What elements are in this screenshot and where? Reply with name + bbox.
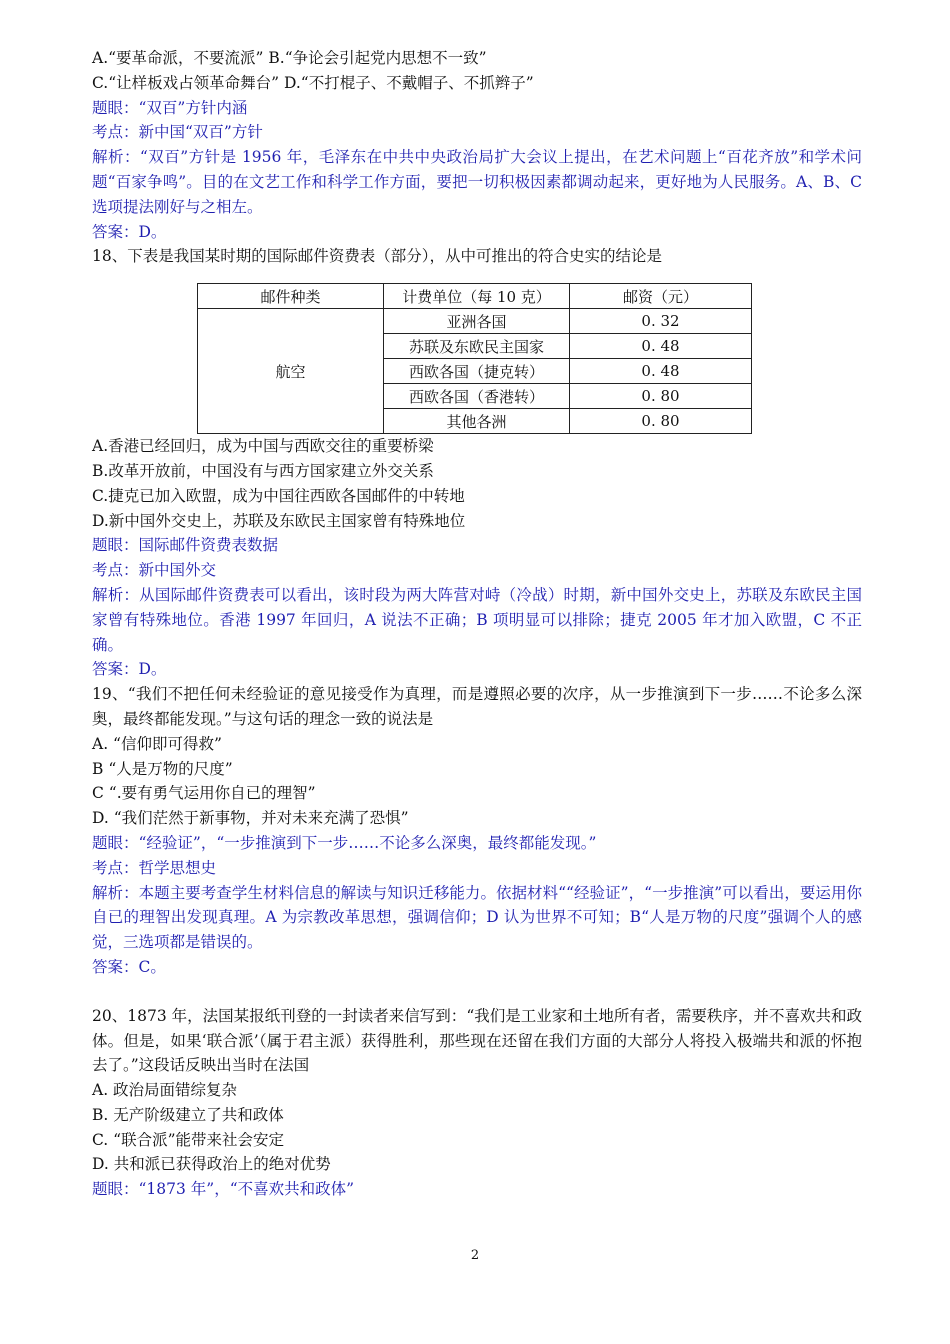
table-fee-cell: 0. 80: [570, 409, 752, 434]
postage-table: [197, 283, 752, 434]
page-number: 2: [470, 1248, 480, 1263]
table-fee-cell: 0. 48: [570, 334, 752, 359]
table-fee-cell: 0. 80: [570, 384, 752, 409]
paragraph-gap: [92, 980, 862, 1004]
q20-option-c: C. “联合派”能带来社会安定: [92, 1130, 285, 1149]
table-category-cell: 航空: [198, 309, 384, 434]
document-page: [92, 46, 862, 1202]
q18-option-c: C.捷克已加入欧盟，成为中国往西欧各国邮件的中转地: [92, 486, 465, 505]
q18-option-b: B.改革开放前，中国没有与西方国家建立外交关系: [92, 461, 434, 480]
table-header-cell: 邮资（元）: [570, 284, 752, 309]
table-unit-cell: 西欧各国（香港转）: [384, 384, 570, 409]
table-unit-cell: 其他各洲: [384, 409, 570, 434]
q20-tiyan: 题眼：“1873 年”，“不喜欢共和政体”: [92, 1180, 355, 1199]
table-unit-cell: 苏联及东欧民主国家: [384, 334, 570, 359]
table-fee-cell: 0. 48: [570, 359, 752, 384]
q18-answer: 答案：D。: [92, 660, 167, 679]
table-header-cell: 邮件种类: [198, 284, 384, 309]
q20-option-b: B. 无产阶级建立了共和政体: [92, 1105, 284, 1124]
q19-answer: 答案：C。: [92, 957, 166, 976]
q19-option-c: C “.要有勇气运用你自已的理智”: [92, 784, 316, 803]
q19-kaodian: 考点：哲学思想史: [92, 858, 217, 877]
q17-options-line2: C.“让样板戏占领革命舞台” D.“不打棍子、不戴帽子、不抓辫子”: [92, 73, 534, 92]
table-header-row: [198, 284, 752, 309]
q19-option-a: A. “信仰即可得救”: [92, 734, 222, 753]
q19-jiexi: 解析：本题主要考查学生材料信息的解读与知识迁移能力。依据材料““经验证”，“一步推演”可以看出，要运用你自已的理智出发现真理。A 为宗教改革思想，强调信仰；D 认为世界不可知；B“人是万物的尺度”强调个人的感觉，三选项都是错误的。: [92, 883, 862, 952]
q20-option-d: D. 共和派已获得政治上的绝对优势: [92, 1155, 331, 1174]
q17-jiexi: 解析：“双百”方针是 1956 年，毛泽东在中共中央政治局扩大会议上提出，在艺术问题上“百花齐放”和学术问题“百家争鸣”。目的在文艺工作和科学工作方面，要把一切积极因素都调动起来，更好地为人民服务。A、B、C 选项提法刚好与之相左。: [92, 148, 862, 216]
q17-options-line1: A.“要革命派，不要流派” B.“争论会引起党内思想不一致”: [92, 49, 487, 67]
q18-tiyan: 题眼：国际邮件资费表数据: [92, 536, 279, 555]
table-row: [198, 309, 752, 334]
q19-tiyan: 题眼：“经验证”，“一步推演到下一步……不论多么深奥，最终都能发现。”: [92, 833, 597, 852]
table-header-cell: 计费单位（每 10 克）: [384, 284, 570, 309]
table-unit-cell: 亚洲各国: [384, 309, 570, 334]
table-unit-cell: 西欧各国（捷克转）: [384, 359, 570, 384]
q19-option-b: B “人是万物的尺度”: [92, 759, 233, 778]
q20-stem: 20、1873 年，法国某报纸刊登的一封读者来信写到：“我们是工业家和土地所有者，需要秩序，并不喜欢共和政体。但是，如果‘联合派’（属于君主派）获得胜利，那些现在还留在我们方面的大部分人将投入极端共和派的怀抱去了。”这段话反映出当时在法国: [92, 1006, 862, 1075]
q17-answer: 答案：D。: [92, 222, 167, 241]
q18-jiexi: 解析：从国际邮件资费表可以看出，该时段为两大阵营对峙（冷战）时期，新中国外交史上，苏联及东欧民主国家曾有特殊地位。香港 1997 年回归，A 说法不正确；B 项明显可以排除；捷克 2005 年才加入欧盟，C 不正确。: [92, 585, 862, 654]
q18-option-a: A.香港已经回归，成为中国与西欧交往的重要桥梁: [92, 437, 434, 456]
q18-stem: 18、下表是我国某时期的国际邮件资费表（部分），从中可推出的符合史实的结论是: [92, 247, 662, 266]
q17-kaodian: 考点：新中国“双百”方针: [92, 123, 263, 142]
q17-tiyan: 题眼：“双百”方针内涵: [92, 98, 248, 117]
table-fee-cell: 0. 32: [570, 309, 752, 334]
q19-stem: 19、“我们不把任何未经验证的意见接受作为真理，而是遵照必要的次序，从一步推演到下一步……不论多么深奥，最终都能发现。”与这句话的理念一致的说法是: [92, 685, 862, 728]
q18-kaodian: 考点：新中国外交: [92, 561, 217, 580]
q19-option-d: D. “我们茫然于新事物，并对未来充满了恐惧”: [92, 809, 409, 828]
q20-option-a: A. 政治局面错综复杂: [92, 1081, 238, 1100]
q18-option-d: D.新中国外交史上，苏联及东欧民主国家曾有特殊地位: [92, 511, 466, 530]
